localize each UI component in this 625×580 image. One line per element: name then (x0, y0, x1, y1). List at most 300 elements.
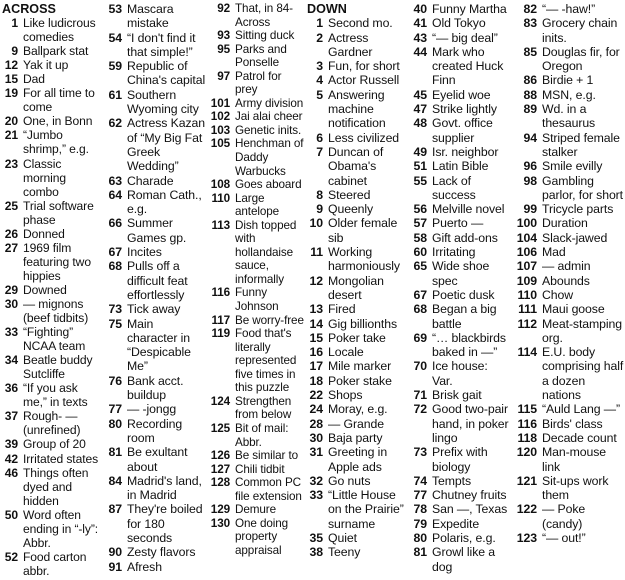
clue-text: E.U. body comprising half a dozen nations (542, 345, 624, 403)
down-clue (307, 431, 408, 445)
clue-number: 68 (413, 302, 427, 317)
clue-number: 77 (413, 488, 427, 503)
clue-number: 44 (413, 44, 427, 59)
clue-text: — Grande (328, 416, 384, 431)
clue-number: 55 (413, 173, 427, 188)
clue-text: Mascara mistake (127, 2, 174, 31)
clue-number: 70 (413, 359, 427, 374)
clue-text: Downed (23, 282, 67, 297)
down-clue (307, 374, 408, 388)
clue-text: Locale (328, 345, 364, 360)
down-clue (409, 517, 510, 531)
clue-text: “— -haw!” (542, 2, 596, 16)
clue-text: Food carton abbr. (23, 549, 87, 578)
clue-text: Eyelid woe (432, 87, 491, 102)
across-clue (104, 174, 206, 188)
clue-number: 69 (413, 330, 427, 345)
clue-number: 125 (210, 421, 230, 435)
clue-text: “— out!” (542, 530, 586, 545)
across-clue (2, 297, 104, 325)
clue-number: 28 (309, 416, 323, 431)
clue-number: 36 (4, 381, 18, 396)
clue-text: Irritated states (23, 451, 99, 466)
across-clue (104, 88, 206, 117)
clue-text: Gig billionths (328, 316, 398, 331)
clue-number: 107 (516, 259, 537, 274)
clue-text: Actress Kazan of “My Big Fat Greek Wedding” (127, 116, 205, 174)
down-clue (409, 216, 510, 230)
clue-number: 48 (413, 116, 427, 131)
across-clue (104, 417, 206, 446)
clue-number: 130 (210, 516, 230, 530)
clue-number: 52 (4, 549, 18, 564)
clue-number: 122 (516, 502, 537, 517)
across-clue (205, 476, 305, 503)
clue-number: 127 (210, 462, 230, 476)
clue-number: 45 (413, 87, 427, 102)
clue-text: “— big deal” (432, 30, 498, 45)
clue-text: — admin (542, 259, 591, 274)
clue-text: Older female sib (328, 216, 398, 245)
across-clue (2, 508, 104, 550)
clue-number: 98 (523, 173, 537, 188)
clue-number: 22 (309, 388, 323, 403)
across-clue (2, 283, 104, 297)
clue-number: 128 (210, 476, 230, 490)
clue-number: 5 (316, 87, 323, 102)
clue-text: Govt. office supplier (432, 116, 493, 145)
clue-text: Moray, e.g. (328, 402, 388, 417)
clue-number: 1 (11, 16, 18, 31)
down-clue (512, 174, 624, 203)
clue-number: 78 (413, 502, 427, 517)
down-clue (409, 202, 510, 216)
down-heading: DOWN (307, 2, 347, 16)
clue-text: Chow (542, 287, 574, 302)
clue-number: 116 (211, 286, 230, 300)
down-clue (409, 102, 510, 116)
clue-number: 82 (523, 2, 537, 16)
clue-number: 89 (523, 102, 537, 117)
down-clue (307, 488, 408, 531)
clue-number: 81 (108, 445, 122, 460)
across-clue (2, 227, 104, 241)
across-clue (2, 466, 104, 508)
clue-number: 12 (4, 58, 18, 73)
down-clue (409, 31, 510, 45)
across-clue (104, 259, 206, 302)
clue-text: Maui goose (542, 302, 605, 317)
down-clue (307, 388, 408, 402)
down-clue (512, 45, 624, 74)
clue-text: “I don't find it that simple!” (127, 30, 196, 59)
clue-text: Word often ending in “-ly”: Abbr. (23, 507, 99, 550)
clue-text: San —, Texas (432, 502, 508, 517)
clue-text: Isr. neighbor (432, 144, 499, 159)
clue-text: Good two-pair hand, in poker lingo (432, 402, 509, 445)
clue-text: For all time to come (23, 86, 95, 115)
clue-number: 15 (309, 330, 323, 345)
across-clue (104, 402, 206, 416)
down-clue (512, 502, 624, 531)
clue-number: 17 (309, 359, 323, 374)
clue-number: 84 (108, 473, 122, 488)
clue-text: Answering machine notification (328, 87, 386, 131)
down-clue (409, 145, 510, 159)
clue-number: 88 (523, 87, 537, 102)
down-clue (512, 259, 624, 273)
clue-text: Strike lightly (432, 102, 497, 117)
clue-text: Working harmoniously (328, 245, 400, 274)
clue-number: 102 (210, 110, 230, 124)
clue-number: 23 (4, 156, 18, 171)
clue-number: 63 (108, 173, 122, 188)
clue-text: Wide shoe spec (432, 259, 490, 288)
clue-number: 25 (4, 198, 18, 213)
clue-text: Rough- — (unrefined) (23, 409, 81, 438)
clue-text: Dish topped with hollandaise sauce, informally (235, 218, 297, 286)
across-clue (205, 517, 305, 558)
across-clue (2, 157, 104, 199)
clue-text: Madrid's land, in Madrid (127, 473, 202, 503)
down-column-3 (512, 2, 624, 545)
clue-number: 118 (517, 430, 537, 445)
down-clue (409, 288, 510, 302)
clue-text: Ballpark stat (23, 44, 89, 59)
down-clue (409, 445, 510, 474)
clue-text: Main character in “Despicable Me” (127, 316, 191, 374)
across-clue (205, 110, 305, 124)
down-clue (512, 288, 624, 302)
across-clue (205, 395, 305, 422)
across-clue (104, 374, 206, 403)
down-clue (409, 302, 510, 331)
clue-text: Irritating (432, 245, 476, 260)
clue-text: — Poke (candy) (542, 502, 586, 531)
clue-number: 73 (108, 302, 122, 317)
clue-text: Tricycle parts (542, 202, 614, 217)
clue-text: Zesty flavors (127, 545, 196, 560)
down-clue (512, 417, 624, 431)
clue-text: “If you ask me,” in texts (23, 381, 88, 410)
across-clue (104, 545, 206, 559)
across-clue (2, 86, 104, 114)
clue-text: Actor Russell (328, 73, 400, 88)
clue-text: Funny Johnson (235, 286, 279, 314)
across-clue (104, 216, 206, 245)
clue-number: 90 (108, 545, 122, 560)
clue-number: 41 (413, 16, 427, 31)
clue-text: Steered (328, 187, 371, 202)
clue-number: 34 (4, 353, 18, 368)
down-clue (409, 231, 510, 245)
across-clue (205, 124, 305, 138)
across-clue (2, 199, 104, 227)
down-clue (307, 131, 408, 145)
across-clue (104, 502, 206, 545)
down-clue (307, 345, 408, 359)
clue-number: 38 (309, 545, 323, 560)
down-clue (307, 202, 408, 216)
down-clue (307, 245, 408, 274)
clue-text: Trial software phase (23, 198, 94, 227)
clue-text: Recording room (127, 416, 183, 445)
clue-number: 30 (309, 430, 323, 445)
clue-text: Duration (542, 216, 588, 231)
down-clue (512, 102, 624, 131)
down-clue (512, 274, 624, 288)
clue-text: Old Tokyo (432, 16, 486, 31)
clue-text: Genetic inits. (235, 123, 302, 137)
down-clue (409, 474, 510, 488)
clue-text: Meat-stamping org. (542, 316, 623, 345)
clue-text: Actress Gardner (328, 30, 373, 59)
clue-number: 113 (211, 218, 230, 232)
clue-text: Demure (235, 503, 276, 517)
across-clue (2, 44, 104, 58)
clue-text: Southern Wyoming city (127, 87, 199, 117)
clue-number: 6 (316, 130, 323, 145)
down-clue (307, 474, 408, 488)
clue-text: Wd. in a thesaurus (542, 102, 596, 131)
clue-number: 116 (517, 416, 537, 431)
across-heading: ACROSS (2, 2, 56, 16)
down-clue (512, 88, 624, 102)
clue-text: Mad (542, 245, 566, 260)
clue-text: Funny Martha (432, 2, 507, 16)
across-clue (2, 409, 104, 437)
clue-number: 120 (516, 445, 537, 460)
clue-number: 50 (4, 507, 18, 522)
clue-number: 35 (309, 530, 323, 545)
clue-text: Poker take (328, 330, 386, 345)
clue-number: 95 (217, 42, 230, 56)
clue-number: 49 (413, 144, 427, 159)
across-clue (2, 16, 104, 44)
clue-number: 87 (108, 502, 122, 517)
clue-number: 94 (523, 130, 537, 145)
clue-text: Incites (127, 245, 162, 260)
clue-number: 32 (309, 473, 323, 488)
clue-number: 117 (211, 313, 230, 327)
across-clue (104, 188, 206, 217)
clue-text: Chutney fruits (432, 488, 507, 503)
across-clue (104, 59, 206, 88)
clue-number: 54 (108, 30, 122, 45)
clue-number: 51 (413, 159, 427, 174)
down-clue (409, 159, 510, 173)
clue-text: “Fighting” NCAA team (23, 325, 86, 354)
clue-text: — -jongg (127, 402, 177, 417)
clue-text: Birdie + 1 (542, 73, 594, 88)
clue-text: Strengthen from below (235, 394, 292, 422)
down-clue (409, 2, 510, 16)
clue-number: 85 (523, 44, 537, 59)
clue-number: 9 (11, 44, 18, 59)
clue-text: Sit-ups work them (542, 473, 609, 503)
clue-number: 43 (413, 30, 427, 45)
clue-number: 93 (217, 29, 230, 43)
clue-number: 53 (108, 2, 122, 16)
down-clue (409, 45, 510, 88)
clue-text: MSN, e.g. (542, 87, 596, 102)
across-column-2 (104, 2, 206, 574)
clue-text: Donned (23, 226, 65, 241)
down-clue (512, 131, 624, 160)
down-clue (409, 245, 510, 259)
clue-number: 27 (4, 240, 18, 255)
clue-text: Fired (328, 302, 356, 317)
across-clue (2, 241, 104, 283)
down-clue (409, 116, 510, 145)
clue-number: 13 (309, 302, 323, 317)
across-clue (104, 31, 206, 60)
clue-number: 83 (523, 16, 537, 31)
clue-number: 58 (413, 230, 427, 245)
clue-text: Baja party (328, 430, 383, 445)
clue-number: 68 (108, 259, 122, 274)
clue-number: 3 (316, 59, 323, 74)
across-column-3 (205, 2, 305, 557)
clue-text: Tick away (127, 302, 181, 317)
clue-text: Latin Bible (432, 159, 489, 174)
across-clue (205, 192, 305, 219)
down-clue (512, 345, 624, 402)
clue-number: 75 (108, 316, 122, 331)
clue-number: 29 (4, 282, 18, 297)
clue-number: 111 (518, 302, 537, 317)
clue-text: Poetic dusk (432, 287, 495, 302)
down-clue (409, 88, 510, 102)
clue-number: 24 (309, 402, 323, 417)
clue-number: 123 (516, 530, 537, 545)
clue-number: 106 (516, 245, 537, 260)
clue-text: Brisk gait (432, 388, 482, 403)
down-clue (307, 59, 408, 73)
clue-text: Polaris, e.g. (432, 530, 496, 545)
clue-text: Goes aboard (235, 178, 302, 192)
across-clue (104, 560, 206, 574)
clue-number: 115 (517, 402, 537, 417)
across-clue (2, 550, 104, 578)
clue-text: Duncan of Obama's cabinet (328, 144, 384, 188)
clue-text: Republic of China's capital (127, 59, 206, 88)
clue-number: 14 (309, 316, 323, 331)
clue-text: Poker stake (328, 373, 392, 388)
clue-number: 15 (4, 72, 18, 87)
clue-text: Classic morning combo (23, 156, 66, 199)
clue-number: 96 (523, 159, 537, 174)
down-clue (409, 16, 510, 30)
clue-text: “Auld Lang —” (542, 402, 620, 417)
down-clue (307, 545, 408, 559)
clue-text: “Little House on the Prairie” surname (328, 488, 404, 531)
clue-text: Mile marker (328, 359, 392, 374)
clue-text: Quiet (328, 530, 357, 545)
clue-number: 9 (316, 202, 323, 217)
clue-number: 37 (4, 409, 18, 424)
across-clue (104, 317, 206, 374)
clue-text: Group of 20 (23, 437, 86, 452)
clue-number: 81 (413, 545, 427, 560)
clue-text: Patrol for prey (235, 69, 282, 97)
clue-number: 101 (210, 96, 230, 110)
down-clue (409, 402, 510, 445)
clue-number: 99 (523, 202, 537, 217)
clue-text: Slack-jawed (542, 230, 608, 245)
clue-number: 16 (309, 345, 323, 360)
clue-number: 71 (413, 388, 427, 403)
clue-number: 67 (108, 245, 122, 260)
clue-text: Be exultant about (127, 445, 188, 474)
clue-text: Be similar to (235, 449, 298, 463)
clue-number: 121 (516, 473, 537, 488)
clue-text: Pulls off a difficult feat effortlessly (127, 259, 188, 302)
clue-text: Prefix with biology (432, 445, 488, 474)
clue-number: 47 (413, 102, 427, 117)
across-clue (205, 178, 305, 192)
down-clue (307, 531, 408, 545)
down-clue (409, 502, 510, 516)
clue-text: Dad (23, 72, 45, 87)
across-clue (2, 437, 104, 451)
clue-text: 1969 film featuring two hippies (23, 240, 91, 283)
clue-text: Fun, for short (328, 59, 400, 74)
clue-text: Go nuts (328, 473, 371, 488)
clue-number: 108 (210, 178, 230, 192)
down-column-2 (409, 2, 510, 574)
across-clue (205, 70, 305, 97)
clue-number: 61 (108, 87, 122, 102)
clue-text: That, in 84-Across (235, 2, 293, 29)
across-clue (205, 503, 305, 517)
down-clue (512, 202, 624, 216)
clue-text: Striped female stalker (542, 130, 620, 159)
down-clue (307, 145, 408, 188)
clue-text: Grocery chain inits. (542, 16, 618, 45)
clue-number: 66 (108, 216, 122, 231)
clue-number: 67 (413, 287, 427, 302)
across-clue (2, 128, 104, 156)
clue-text: Man-mouse link (542, 445, 607, 474)
clue-number: 10 (309, 216, 323, 231)
clue-number: 31 (309, 445, 323, 460)
clue-text: Douglas fir, for Oregon (542, 44, 620, 74)
clue-text: Expedite (432, 516, 480, 531)
across-clue (205, 449, 305, 463)
clue-number: 21 (4, 128, 18, 143)
clue-number: 30 (4, 296, 18, 311)
down-clue (512, 445, 624, 474)
clue-number: 126 (210, 449, 230, 463)
clue-text: Teeny (328, 545, 361, 560)
across-clue (205, 422, 305, 449)
clue-number: 33 (4, 325, 18, 340)
down-clue (512, 16, 624, 45)
down-clue (512, 531, 624, 545)
clue-text: One, in Bonn (23, 114, 93, 129)
down-clue (307, 331, 408, 345)
clue-text: Army division (235, 96, 304, 110)
down-clue (307, 188, 408, 202)
across-clue (104, 2, 206, 31)
clue-number: 91 (108, 559, 122, 574)
clue-text: Growl like a dog (432, 545, 496, 574)
clue-number: 8 (316, 187, 323, 202)
clue-text: Tempts (432, 473, 472, 488)
clue-number: 103 (210, 123, 230, 137)
clue-number: 64 (108, 187, 122, 202)
